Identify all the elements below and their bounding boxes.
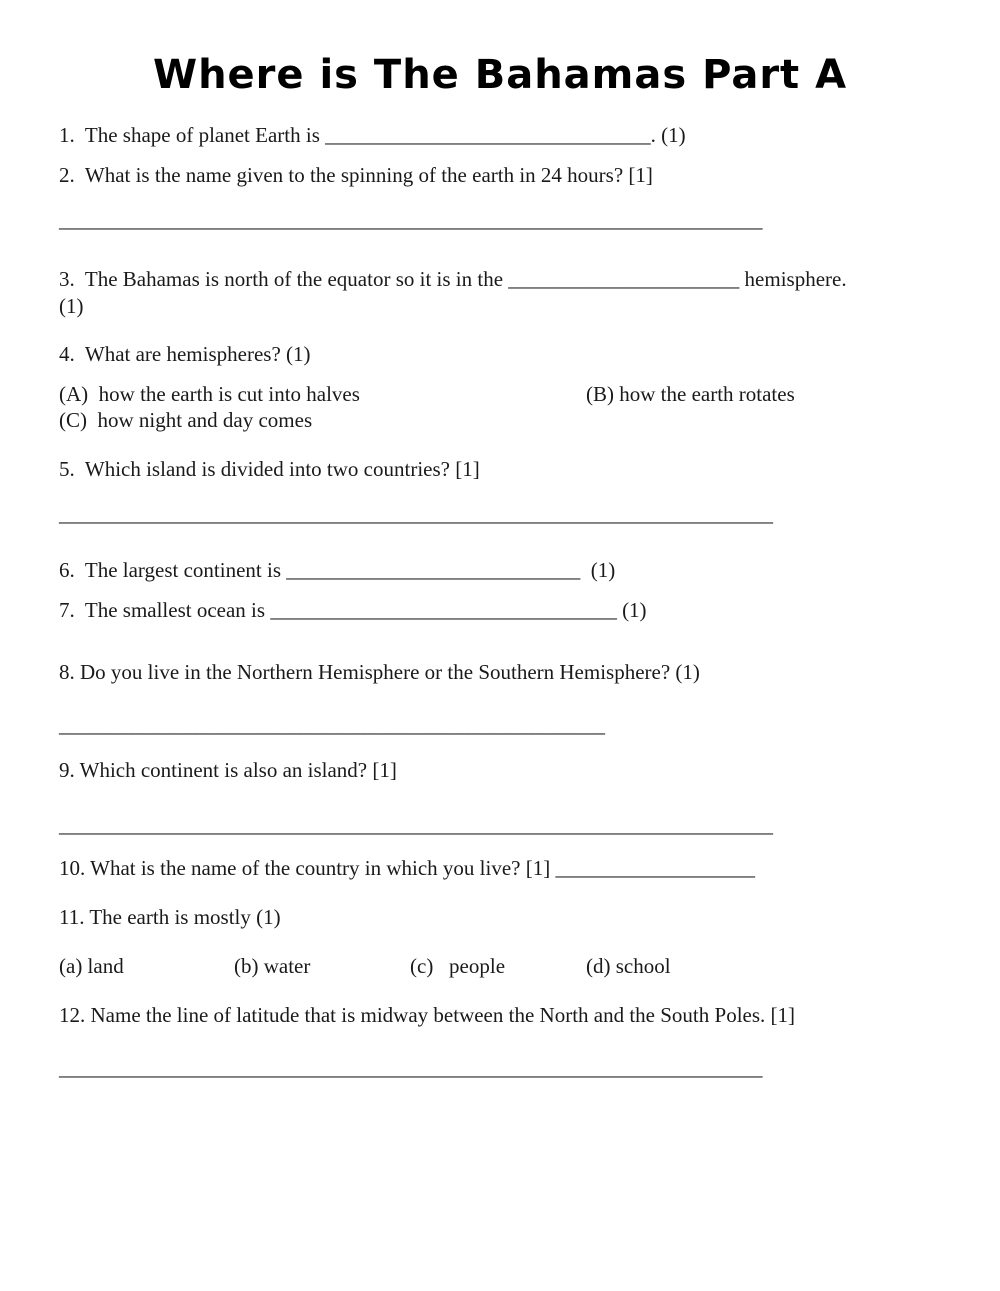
question-3: 3. The Bahamas is north of the equator so it is in the ______________________ hemisphere. <box>59 267 847 291</box>
worksheet-title: Where is The Bahamas Part A <box>152 52 848 98</box>
question-5: 5. Which island is divided into two countries? [1] <box>59 457 480 481</box>
question-4: 4. What are hemispheres? (1) <box>59 342 311 366</box>
question-11: 11. The earth is mostly (1) <box>59 905 281 929</box>
option-4c[interactable]: (C) how night and day comes <box>59 408 313 432</box>
question-6: 6. The largest continent is ____________________________ (1) <box>59 558 616 582</box>
option-11c[interactable]: (c) people <box>410 954 506 978</box>
question-7: 7. The smallest ocean is _________________________________ (1) <box>59 598 647 622</box>
question-1: 1. The shape of planet Earth is _______________________________. (1) <box>59 123 686 147</box>
question-12: 12. Name the line of latitude that is midway between the North and the South Poles. [1] <box>59 1003 796 1027</box>
answer-line-12[interactable]: ___________________________________________________________________ <box>59 1056 763 1080</box>
answer-line-5[interactable]: ____________________________________________________________________ <box>59 502 773 526</box>
question-3-mark: (1) <box>59 294 84 318</box>
question-10: 10. What is the name of the country in which you live? [1] ___________________ <box>59 856 755 880</box>
option-11d[interactable]: (d) school <box>586 954 671 978</box>
option-4b[interactable]: (B) how the earth rotates <box>586 382 795 406</box>
option-11a[interactable]: (a) land <box>59 954 124 978</box>
question-9: 9. Which continent is also an island? [1] <box>59 758 397 782</box>
question-2: 2. What is the name given to the spinning of the earth in 24 hours? [1] <box>59 163 653 187</box>
answer-line-2[interactable]: ___________________________________________________________________ <box>59 208 763 232</box>
option-11b[interactable]: (b) water <box>234 954 311 978</box>
answer-line-9[interactable]: ____________________________________________________________________ <box>59 813 773 837</box>
question-8: 8. Do you live in the Northern Hemisphere or the Southern Hemisphere? (1) <box>59 660 700 684</box>
answer-line-8[interactable]: ____________________________________________________ <box>59 713 605 737</box>
option-4a[interactable]: (A) how the earth is cut into halves <box>59 382 360 406</box>
